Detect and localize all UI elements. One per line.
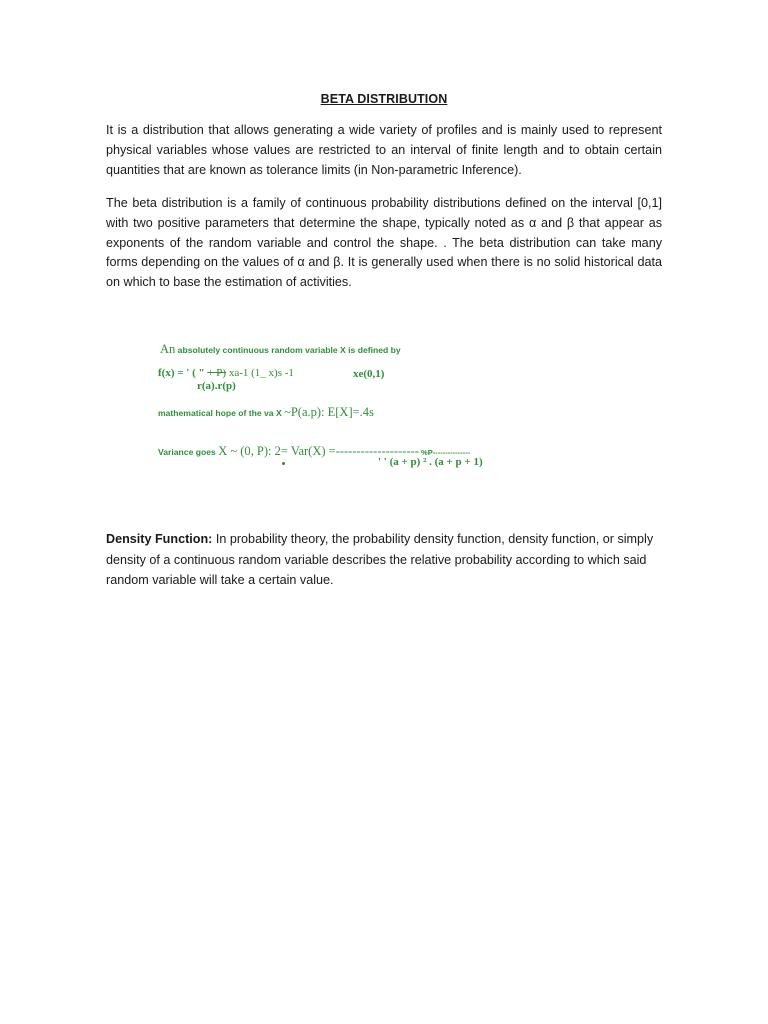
formula-expectation-expr: ~P(a.p): E[X]=.4s xyxy=(284,405,374,419)
formula-density-strike: + P) xyxy=(207,367,227,379)
formula-definition-text: absolutely continuous random variable X is defined by xyxy=(175,345,401,355)
formula-dot-mark xyxy=(282,462,285,465)
page-title: BETA DISTRIBUTION xyxy=(320,92,448,106)
definition-paragraph: The beta distribution is a family of continuous probability distributions defined on the interval [0,1] with two positive parameters that determine the shape, typically noted as α and β that appear as exponents of the random variable and control the shape. . The beta distribution can take many forms depending on the values of α and β. It is generally used when there is no solid historical data on which to base the estimation of activities. xyxy=(106,196,662,290)
density-function-text: In probability theory, the probability density function, density function, or simply density of a continuous random variable describes the relative probability according to which said random variable will take a certain value. xyxy=(106,532,654,587)
formula-variance-denominator: ' ' (a + p) ² . (a + p + 1) xyxy=(378,456,483,468)
intro-paragraph: It is a distribution that allows generating a wide variety of profiles and is mainly used to represent physical variables whose values are restricted to an interval of finite length and to obtain certain quantities that are known as tolerance limits (in Non-parametric Inference). xyxy=(106,123,662,177)
density-function-heading: Density Function: xyxy=(106,532,213,546)
formula-variance-numerator: %P--------------- xyxy=(418,448,471,457)
formula-lead-word: An xyxy=(160,342,176,356)
formula-density-denominator: r(a).r(p) xyxy=(197,380,236,392)
formula-expectation-label: mathematical hope of the va X xyxy=(158,408,285,418)
formula-variance-label: Variance goes xyxy=(158,447,219,457)
formula-line-definition xyxy=(160,342,401,357)
formula-variance-expr: X ~ (0, P): 2= Var(X) =-------------------- xyxy=(218,444,419,458)
formula-density-rhs: xa-1 (1_ x)s -1 xyxy=(226,367,294,379)
formula-density-lhs: f(x) = ' ( " xyxy=(158,367,208,379)
formula-line-density xyxy=(158,367,294,379)
density-function-paragraph xyxy=(106,529,666,591)
formula-density-domain: xe(0,1) xyxy=(353,368,385,380)
formula-line-expectation xyxy=(158,405,374,420)
